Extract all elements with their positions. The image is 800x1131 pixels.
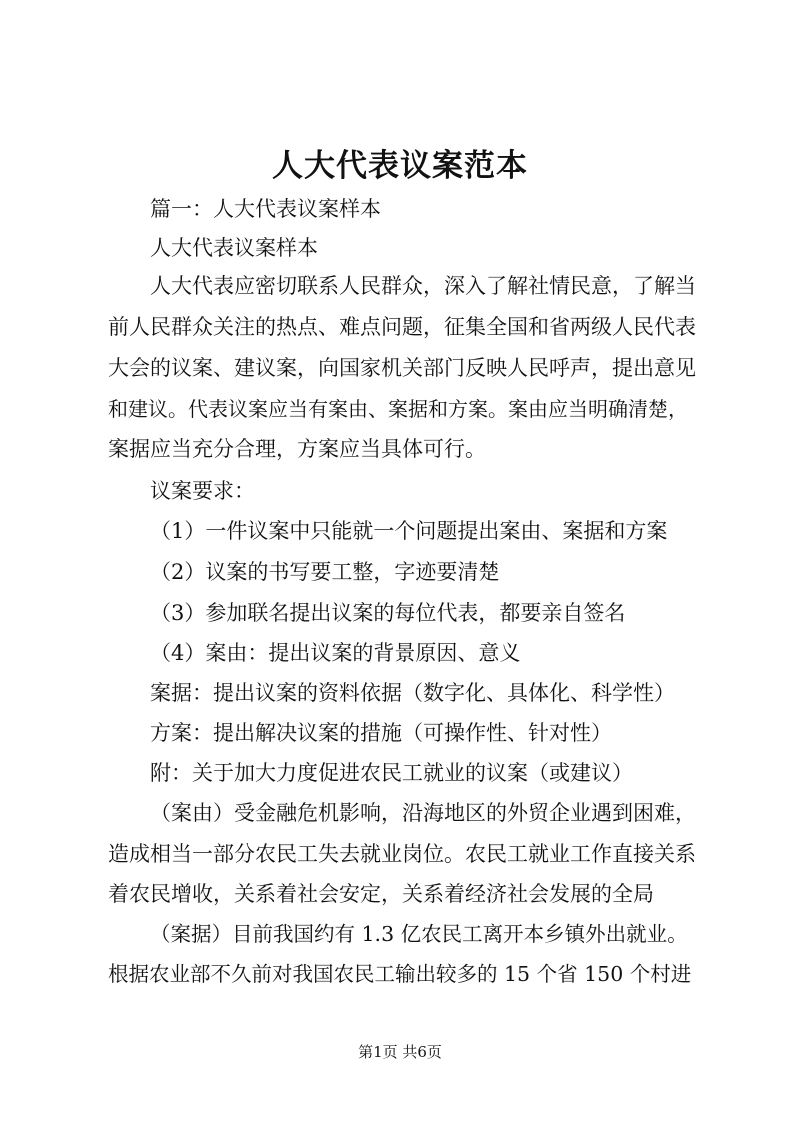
requirement-item: （3）参加联名提出议案的每位代表，都要亲自签名 — [150, 601, 626, 625]
paragraph-line: 大会的议案、建议案，向国家机关部门反映人民呼声，提出意见 — [108, 356, 696, 380]
page-footer: 第1页 共6页 — [358, 1043, 442, 1061]
paragraph-line: 根据农业部不久前对我国农民工输出较多的 15 个省 150 个村进 — [108, 962, 692, 986]
requirements-heading: 议案要求： — [150, 479, 255, 503]
requirement-item: 方案：提出解决议案的措施（可操作性、针对性） — [150, 721, 612, 745]
requirement-item: （1）一件议案中只能就一个问题提出案由、案据和方案 — [150, 519, 668, 543]
paragraph-line: （案由）受金融危机影响，沿海地区的外贸企业遇到困难， — [150, 801, 696, 825]
section-heading: 篇一：人大代表议案样本 — [150, 197, 381, 221]
requirement-item: （4）案由：提出议案的背景原因、意义 — [150, 641, 521, 665]
document-title: 人大代表议案范本 — [272, 148, 528, 184]
paragraph-line: 着农民增收，关系着社会安定，关系着经济社会发展的全局 — [108, 882, 654, 906]
subheading: 人大代表议案样本 — [150, 236, 318, 260]
paragraph-line: 案据应当充分合理，方案应当具体可行。 — [108, 437, 486, 461]
paragraph-line: 造成相当一部分农民工失去就业岗位。农民工就业工作直接关系 — [108, 842, 696, 866]
requirement-item: （2）议案的书写要工整，字迹要清楚 — [150, 560, 500, 584]
paragraph-line: （案据）目前我国约有 1.3 亿农民工离开本乡镇外出就业。 — [150, 922, 688, 946]
paragraph-line: 前人民群众关注的热点、难点问题，征集全国和省两级人民代表 — [108, 315, 696, 339]
paragraph-line: 和建议。代表议案应当有案由、案据和方案。案由应当明确清楚， — [108, 397, 688, 421]
requirement-item: 案据：提出议案的资料依据（数字化、具体化、科学性） — [150, 681, 675, 705]
paragraph-line: 人大代表应密切联系人民群众，深入了解社情民意，了解当 — [150, 274, 696, 298]
appendix-heading: 附：关于加大力度促进农民工就业的议案（或建议） — [150, 761, 633, 785]
